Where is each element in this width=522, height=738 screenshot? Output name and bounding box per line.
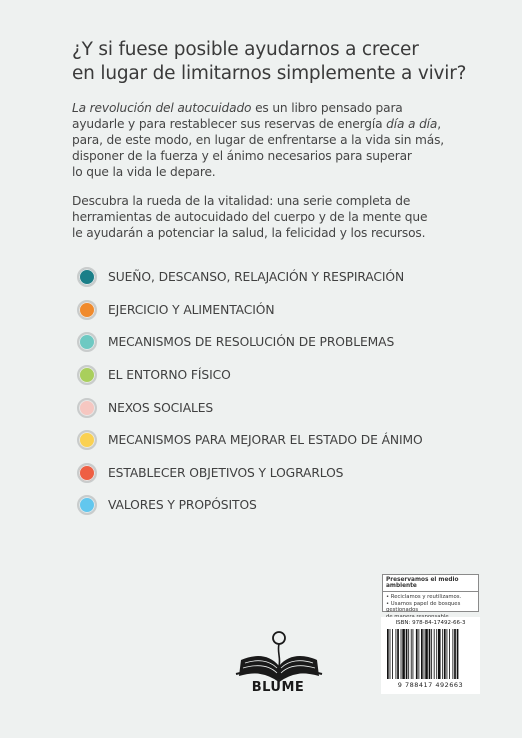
wheel-list-item (77, 326, 497, 359)
barcode-bar (438, 629, 441, 679)
wheel-list-item (77, 391, 497, 424)
barcode-bar (452, 629, 453, 679)
wheel-item-label: MECANISMOS PARA MEJORAR EL ESTADO DE ÁNIMO (108, 433, 423, 448)
barcode-bar (387, 629, 389, 679)
environment-notice-line: • Usamos papel de bosques gestionados (386, 600, 461, 613)
wheel-item-label: EL ENTORNO FÍSICO (108, 368, 231, 383)
barcode-bars (386, 629, 475, 681)
barcode-bar (457, 629, 459, 679)
barcode-bar (411, 629, 412, 679)
barcode-bar (413, 629, 414, 679)
headline-line-1: ¿Y si fuese posible ayudarnos a crecer (72, 39, 419, 60)
wheel-item-label: EJERCICIO Y ALIMENTACIÓN (108, 302, 275, 317)
barcode-bar (396, 629, 397, 679)
wheel-item-label: SUEÑO, DESCANSO, RELAJACIÓN Y RESPIRACIÓN (108, 270, 405, 285)
wheel-list-item (77, 359, 497, 392)
intro-p2-line-2: herramientas de autocuidado del cuerpo y de la mente que (72, 210, 428, 224)
barcode-bar (397, 629, 399, 679)
intro-line-2: ayudarle y para restablecer sus reservas de energía día a día, (72, 117, 441, 131)
intro-line-1: La revolución del autocuidado es un libro pensado para (72, 101, 403, 115)
wheel-item-label: VALORES Y PROPÓSITOS (108, 498, 257, 513)
wheel-list-item (77, 294, 497, 327)
wheel-list-item (77, 457, 497, 490)
wheel-item-label: NEXOS SOCIALES (108, 400, 214, 415)
book-title-italic: La revolución del autocuidado (72, 101, 252, 115)
barcode-bar (429, 629, 431, 679)
color-dot-icon (77, 463, 97, 483)
color-dot-icon (77, 430, 97, 450)
barcode-bar (444, 629, 446, 679)
barcode-bar (434, 629, 435, 679)
wheel-item-label: MECANISMOS DE RESOLUCIÓN DE PROBLEMAS (108, 335, 395, 350)
barcode-bar (442, 629, 443, 679)
intro-p2-line-1: Descubra la rueda de la vitalidad: una serie completa de (72, 194, 411, 208)
barcode-bar (402, 629, 405, 679)
intro-text (72, 100, 472, 241)
barcode-bar (447, 629, 448, 679)
environment-notice (382, 574, 479, 612)
color-dot-icon (77, 365, 97, 385)
color-dot-icon (77, 300, 97, 320)
barcode-bar (449, 629, 450, 679)
intro-p2-line-3: le ayudarán a potenciar la salud, la felicidad y los recursos. (72, 226, 426, 240)
barcode-bar (431, 629, 432, 679)
wheel-list-item (77, 424, 497, 457)
headline (72, 38, 492, 86)
environment-notice-title: Preservamos el medio ambiente (383, 575, 478, 592)
intro-line-3: para, de este modo, en lugar de enfrentarse a la vida sin más, (72, 133, 445, 147)
intro-line-5: lo que la vida le depare. (72, 165, 216, 179)
wheel-list-item (77, 261, 497, 294)
color-dot-icon (77, 332, 97, 352)
headline-line-2: en lugar de limitarnos simplemente a vivir? (72, 63, 467, 84)
barcode-bar (390, 629, 391, 679)
color-dot-icon (77, 398, 97, 418)
barcode-bar (425, 629, 428, 679)
barcode-bar (418, 629, 419, 679)
barcode-bar (408, 629, 409, 679)
barcode-bar (392, 629, 393, 679)
publisher-name: BLUME (251, 680, 305, 695)
isbn-label: ISBN: 978-84-17492-66-3 (395, 620, 466, 626)
barcode-bar (401, 629, 402, 679)
color-dot-icon (77, 267, 97, 287)
barcode-bar (436, 629, 437, 679)
barcode-bar (454, 629, 456, 679)
intro-line-4: disponer de la fuerza y el ánimo necesarios para superar (72, 149, 412, 163)
barcode-bar (406, 629, 408, 679)
barcode (381, 617, 480, 694)
wheel-item-label: ESTABLECER OBJETIVOS Y LOGRARLOS (108, 465, 344, 480)
barcode-bar (416, 629, 418, 679)
barcode-digits: 9 788417 492663 (397, 681, 464, 689)
intro-paragraph-2 (72, 193, 472, 241)
color-dot-icon (77, 495, 97, 515)
intro-paragraph-1 (72, 100, 472, 180)
environment-notice-line: • Reciclamos y reutilizamos. (386, 594, 462, 600)
barcode-bar (424, 629, 425, 679)
vitality-wheel-list (77, 261, 497, 522)
wheel-list-item (77, 489, 497, 522)
barcode-bar (421, 629, 423, 679)
